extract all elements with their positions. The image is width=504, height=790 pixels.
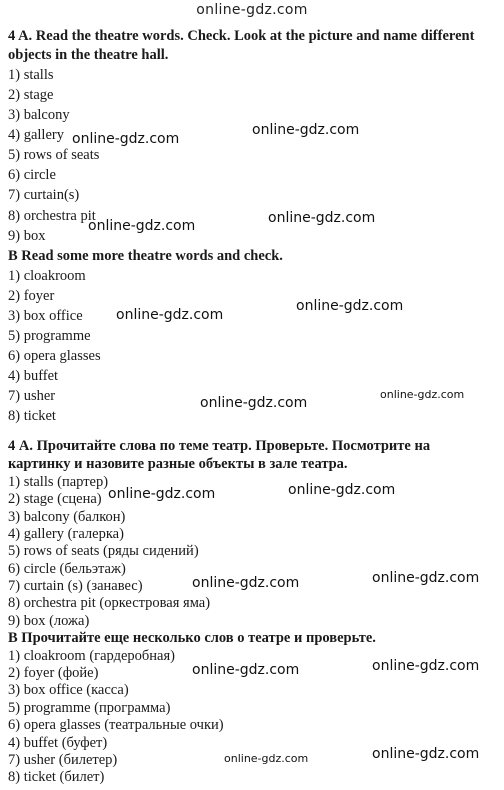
list-item-en-a: 5) rows of seats — [8, 147, 100, 163]
heading-ru-a-line2: картинку и назовите разные объекты в зале театра. — [8, 456, 348, 472]
list-item-ru-b: 4) buffet (буфет) — [8, 735, 108, 751]
heading-ru-a-line1: 4 А. Прочитайте слова по теме театр. Проверьте. Посмотрите на — [8, 438, 431, 454]
list-item-ru-b: 6) opera glasses (театральные очки) — [8, 717, 224, 733]
list-item-ru-b: 7) usher (билетер) — [8, 752, 118, 768]
watermark: online-gdz.com — [372, 570, 480, 586]
list-item-en-b: 4) buffet — [8, 368, 59, 384]
watermark-header: online-gdz.com — [196, 2, 308, 18]
list-item-en-b: 7) usher — [8, 388, 56, 404]
list-item-ru-a: 5) rows of seats (ряды сидений) — [8, 543, 199, 559]
list-item-en-a: 4) gallery — [8, 127, 64, 143]
list-item-ru-a: 3) balcony (балкон) — [8, 509, 126, 525]
list-item-ru-b: 3) box office (касса) — [8, 682, 129, 698]
watermark: online-gdz.com — [200, 395, 308, 411]
list-item-ru-b: 2) foyer (фойе) — [8, 665, 99, 681]
watermark: online-gdz.com — [192, 575, 300, 591]
list-item-ru-a: 4) gallery (галерка) — [8, 526, 124, 542]
list-item-ru-a: 6) circle (бельэтаж) — [8, 561, 126, 577]
list-item-en-b: 1) cloakroom — [8, 268, 86, 284]
list-item-ru-b: 1) cloakroom (гардеробная) — [8, 648, 175, 664]
list-item-ru-a: 2) stage (сцена) — [8, 491, 102, 507]
watermark: online-gdz.com — [192, 662, 300, 678]
list-item-en-b: 3) box office — [8, 308, 83, 324]
watermark: online-gdz.com — [372, 658, 480, 674]
watermark: online-gdz.com — [372, 746, 480, 762]
watermark: online-gdz.com — [288, 482, 396, 498]
watermark: online-gdz.com — [380, 388, 465, 401]
watermark: online-gdz.com — [88, 218, 196, 234]
watermark: online-gdz.com — [252, 122, 360, 138]
list-item-en-a: 3) balcony — [8, 107, 70, 123]
watermark: online-gdz.com — [72, 131, 180, 147]
list-item-ru-a: 8) orchestra pit (оркестровая яма) — [8, 595, 211, 611]
list-item-en-b: 8) ticket — [8, 408, 56, 424]
list-item-ru-a: 9) box (ложа) — [8, 613, 90, 629]
list-item-en-b: 6) opera glasses — [8, 348, 101, 364]
heading-en-a-line2: objects in the theatre hall. — [8, 47, 169, 63]
list-item-en-a: 9) box — [8, 228, 46, 244]
list-item-en-a: 7) curtain(s) — [8, 187, 80, 203]
watermark: online-gdz.com — [224, 752, 309, 765]
watermark: online-gdz.com — [268, 210, 376, 226]
list-item-en-a: 8) orchestra pit — [8, 208, 96, 224]
list-item-en-a: 1) stalls — [8, 67, 54, 83]
heading-en-b: B Read some more theatre words and check. — [8, 248, 283, 264]
list-item-en-b: 2) foyer — [8, 288, 55, 304]
list-item-ru-a: 1) stalls (партер) — [8, 474, 109, 490]
list-item-ru-b: 8) ticket (билет) — [8, 769, 105, 785]
heading-en-a-line1: 4 A. Read the theatre words. Check. Look at the picture and name different — [8, 28, 475, 44]
list-item-ru-b: 5) programme (программа) — [8, 700, 171, 716]
list-item-en-a: 6) circle — [8, 167, 56, 183]
list-item-ru-a: 7) curtain (s) (занавес) — [8, 578, 143, 594]
heading-ru-b: В Прочитайте еще несколько слов о театре и проверьте. — [8, 630, 376, 646]
watermark: online-gdz.com — [296, 298, 404, 314]
list-item-en-a: 2) stage — [8, 87, 54, 103]
watermark: online-gdz.com — [116, 307, 224, 323]
list-item-en-b: 5) programme — [8, 328, 91, 344]
watermark: online-gdz.com — [108, 486, 216, 502]
